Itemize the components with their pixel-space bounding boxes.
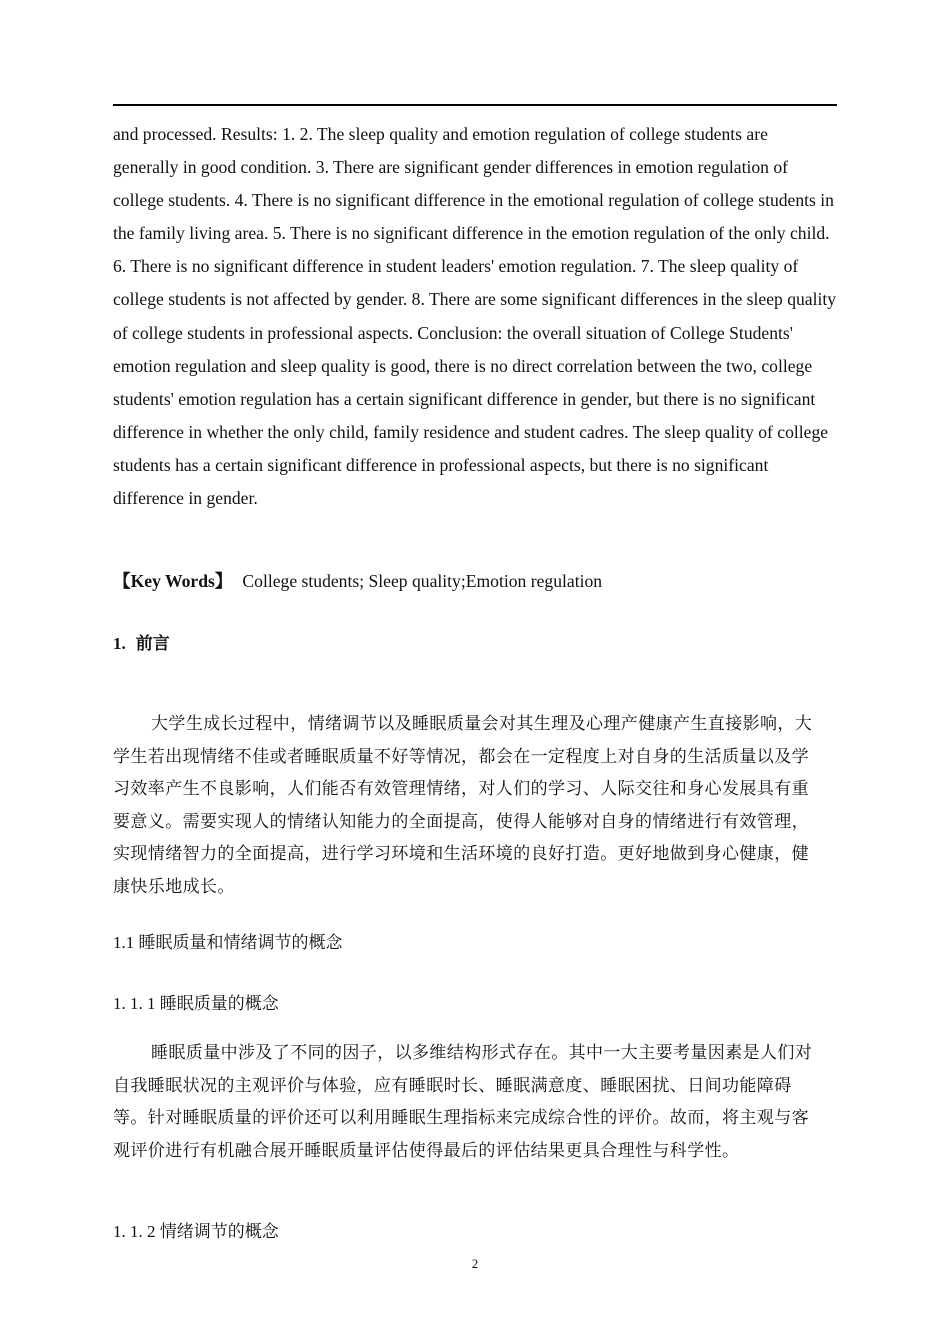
subsection-heading-1-1: 1.1 睡眠质量和情绪调节的概念 xyxy=(113,933,343,952)
section-title: 前言 xyxy=(135,634,170,653)
keywords-text: College students; Sleep quality;Emotion regulation xyxy=(242,571,603,591)
abstract-continued-text: and processed. Results: 1. 2. The sleep quality and emotion regulation of college students are generally in good condition. 3. There are significant gender differences in emotion regulation of college students. 4. There is no significant difference in the emotional regulation of college students in the family living area. 5. There is no significant difference in the emotion regulation of the only child. 6. There is no significant difference in student leaders' emotion regulation. 7. The sleep quality of college students is not affected by gender. 8. There are some significant differences in the sleep quality of college students in professional aspects. Conclusion: the overall situation of College Students' emotion regulation and sleep quality is good, there is no direct correlation between the two, college students' emotion regulation has a certain significant difference in gender, but there is no significant difference in whether the only child, family residence and student cadres. The sleep quality of college students has a certain significant difference in professional aspects, but there is no significant difference in gender. xyxy=(113,124,837,509)
header-rule xyxy=(113,104,837,106)
subsection-heading-1-1-2: 1. 1. 2 情绪调节的概念 xyxy=(113,1222,279,1241)
page-number: 2 xyxy=(471,1256,479,1271)
keywords-label: 【Key Words】 xyxy=(113,571,233,591)
intro-paragraph: 大学生成长过程中，情绪调节以及睡眠质量会对其生理及心理产健康产生直接影响，大学生若出现情绪不佳或者睡眠质量不好等情况，都会在一定程度上对自身的生活质量以及学习效率产生不良影响，人们能否有效管理情绪，对人们的学习、人际交往和身心发展具有重要意义。需要实现人的情绪认知能力的全面提高，使得人能够对自身的情绪进行有效管理，实现情绪智力的全面提高，进行学习环境和生活环境的良好打造。更好地做到身心健康，健康快乐地成长。 xyxy=(113,714,813,896)
keywords-line xyxy=(113,567,602,595)
subsection-heading-1-1-1: 1. 1. 1 睡眠质量的概念 xyxy=(113,994,279,1013)
section-number: 1. xyxy=(113,634,126,653)
sleep-quality-paragraph: 睡眠质量中涉及了不同的因子，以多维结构形式存在。其中一大主要考量因素是人们对自我睡眠状况的主观评价与体验，应有睡眠时长、睡眠满意度、睡眠困扰、日间功能障碍等。针对睡眠质量的评价还可以利用睡眠生理指标来完成综合性的评价。故而，将主观与客观评价进行有机融合展开睡眠质量评估使得最后的评估结果更具合理性与科学性。 xyxy=(113,1043,813,1160)
section-heading-1 xyxy=(113,630,170,658)
